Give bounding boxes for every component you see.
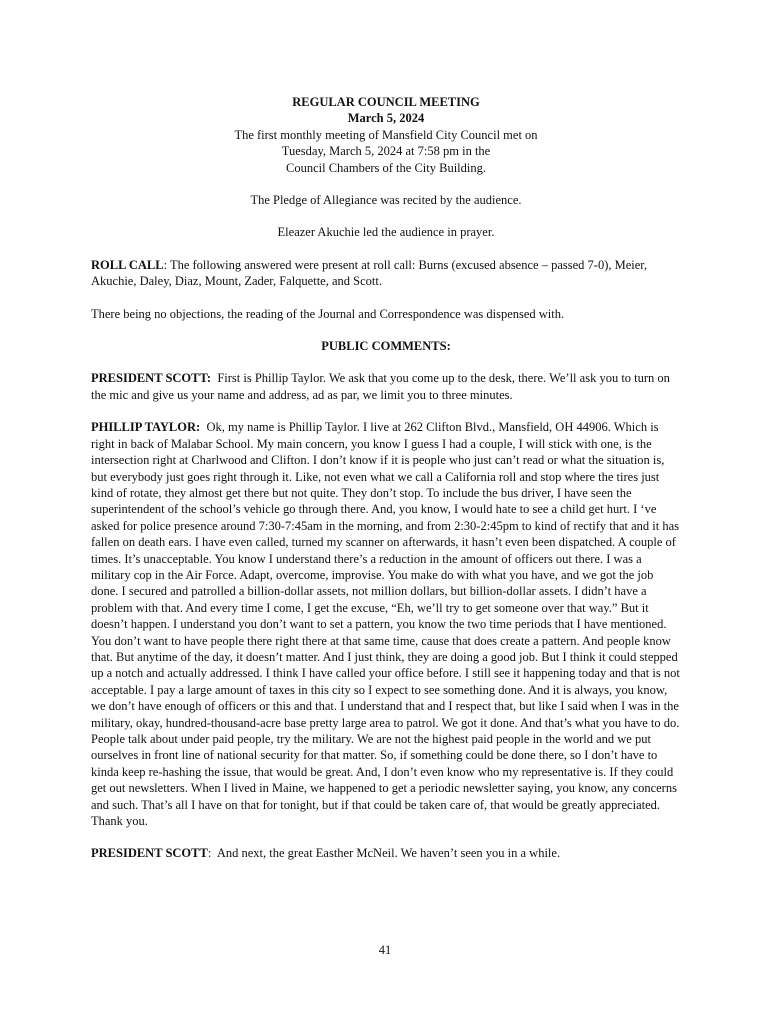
speaker-name: PRESIDENT SCOTT: (91, 371, 212, 386)
document-title: REGULAR COUNCIL MEETING (292, 95, 480, 109)
roll-call-label: ROLL CALL (91, 257, 164, 272)
journal-paragraph: There being no objections, the reading of the Journal and Correspondence was dispensed with. (91, 306, 565, 321)
comment-paragraph (91, 370, 681, 403)
comment-text: Ok, my name is Phillip Taylor. I live at 262 Clifton Blvd., Mansfield, OH 44906. Which is right in back of Malabar School. My main concern, you know I guess I had a couple, I will stick with one, is the intersection right at Charlwood and Clifton. I don’t know if it is people who just can’t read or what the situation is, but everybody just goes right through it. Like, not even what we call a California roll and stop where the tires just kind of rotate, they almost get there but not quite. They don’t stop. To include the bus driver, I have seen the superintendent of the school’s vehicle go through there. And, you know, I would hate to see a child get hurt. I ‘ve asked for police presence around 7:30-7:45am in the morning, and from 2:30-2:45pm to kind of rectify that and it has fallen on death ears. I have even called, turned my scanner on afterwards, it hasn’t even been dispatched. A couple of times. It’s unacceptable. You know I understand there’s a reduction in the amount of officers out there. I was a military cop in the Air Force. Adapt, overcome, improvise. You make do with what you have, and we got the job done. I secured and patrolled a billion-dollar assets, not million dollars, but billion-dollar assets. I didn’t have a problem with that. And every time I come, I get the excuse, “Eh, we’ll try to get someone over that way.” But it doesn’t happen. I understand you don’t want to set a pattern, you know the two time periods that I have mentioned. You don’t want to have people there right there at that same time, cause that does create a pattern. And people know that. But anytime of the day, it doesn’t matter. And I just think, they are doing a good job. But I think it could stepped up a notch and actually addressed. I think I have called your office before. I still see it happening today and that is not acceptable. I pay a large amount of taxes in this city so I expect to see something done. And it is always, you know, we don’t have enough of officers or this and that. I understand that and I respect that, but like I said when I was in the military, okay, hundred-thousand-acre base pretty large area to patrol. We got it done. And that’s what you have to do. People talk about under paid people, try the military. We are not the highest paid people in the world and we put ourselves in front line of national security for that matter. So, if something could be done there, so I don’t have to kinda keep re-hashing the issue, that would be great. And, I don’t even know who my representative is. If they could get out newsletters. When I lived in Maine, we happened to get a periodic newsletter saying, you know, any concerns and such. That’s all I have on that for tonight, but if that could be taken care of, that would be greatly appreciated. Thank you. (91, 420, 683, 829)
public-comments-heading: PUBLIC COMMENTS: (321, 339, 451, 354)
document-page (91, 94, 681, 862)
meeting-date: March 5, 2024 (347, 111, 425, 126)
page-number: 41 (378, 943, 392, 957)
speaker-name: PHILLIP TAYLOR: (91, 420, 201, 435)
comment-text: First is Phillip Taylor. We ask that you come up to the desk, there. We’ll ask you to turn on the mic and give us your name and address, ad as par, we limit you to three minutes. (91, 371, 674, 402)
pledge-text: The Pledge of Allegiance was recited by the audience. (250, 193, 522, 208)
prayer-text: Eleazer Akuchie led the audience in prayer. (277, 225, 495, 240)
header-line-1: The first monthly meeting of Mansfield City Council met on (234, 127, 538, 142)
comment-text: : And next, the great Easther McNeil. We haven’t seen you in a while. (207, 846, 561, 861)
header-line-2: Tuesday, March 5, 2024 at 7:58 pm in the (281, 144, 491, 159)
header-line-3: Council Chambers of the City Building. (286, 160, 486, 175)
roll-call-paragraph (91, 257, 681, 290)
speaker-name: PRESIDENT SCOTT (91, 846, 208, 861)
roll-call-text: : The following answered were present at roll call: Burns (excused absence – passed 7-0), Meier, Akuchie, Daley, Diaz, Mount, Zader, Falquette, and Scott. (91, 257, 648, 289)
comment-paragraph (91, 845, 681, 861)
comment-paragraph (91, 419, 681, 829)
